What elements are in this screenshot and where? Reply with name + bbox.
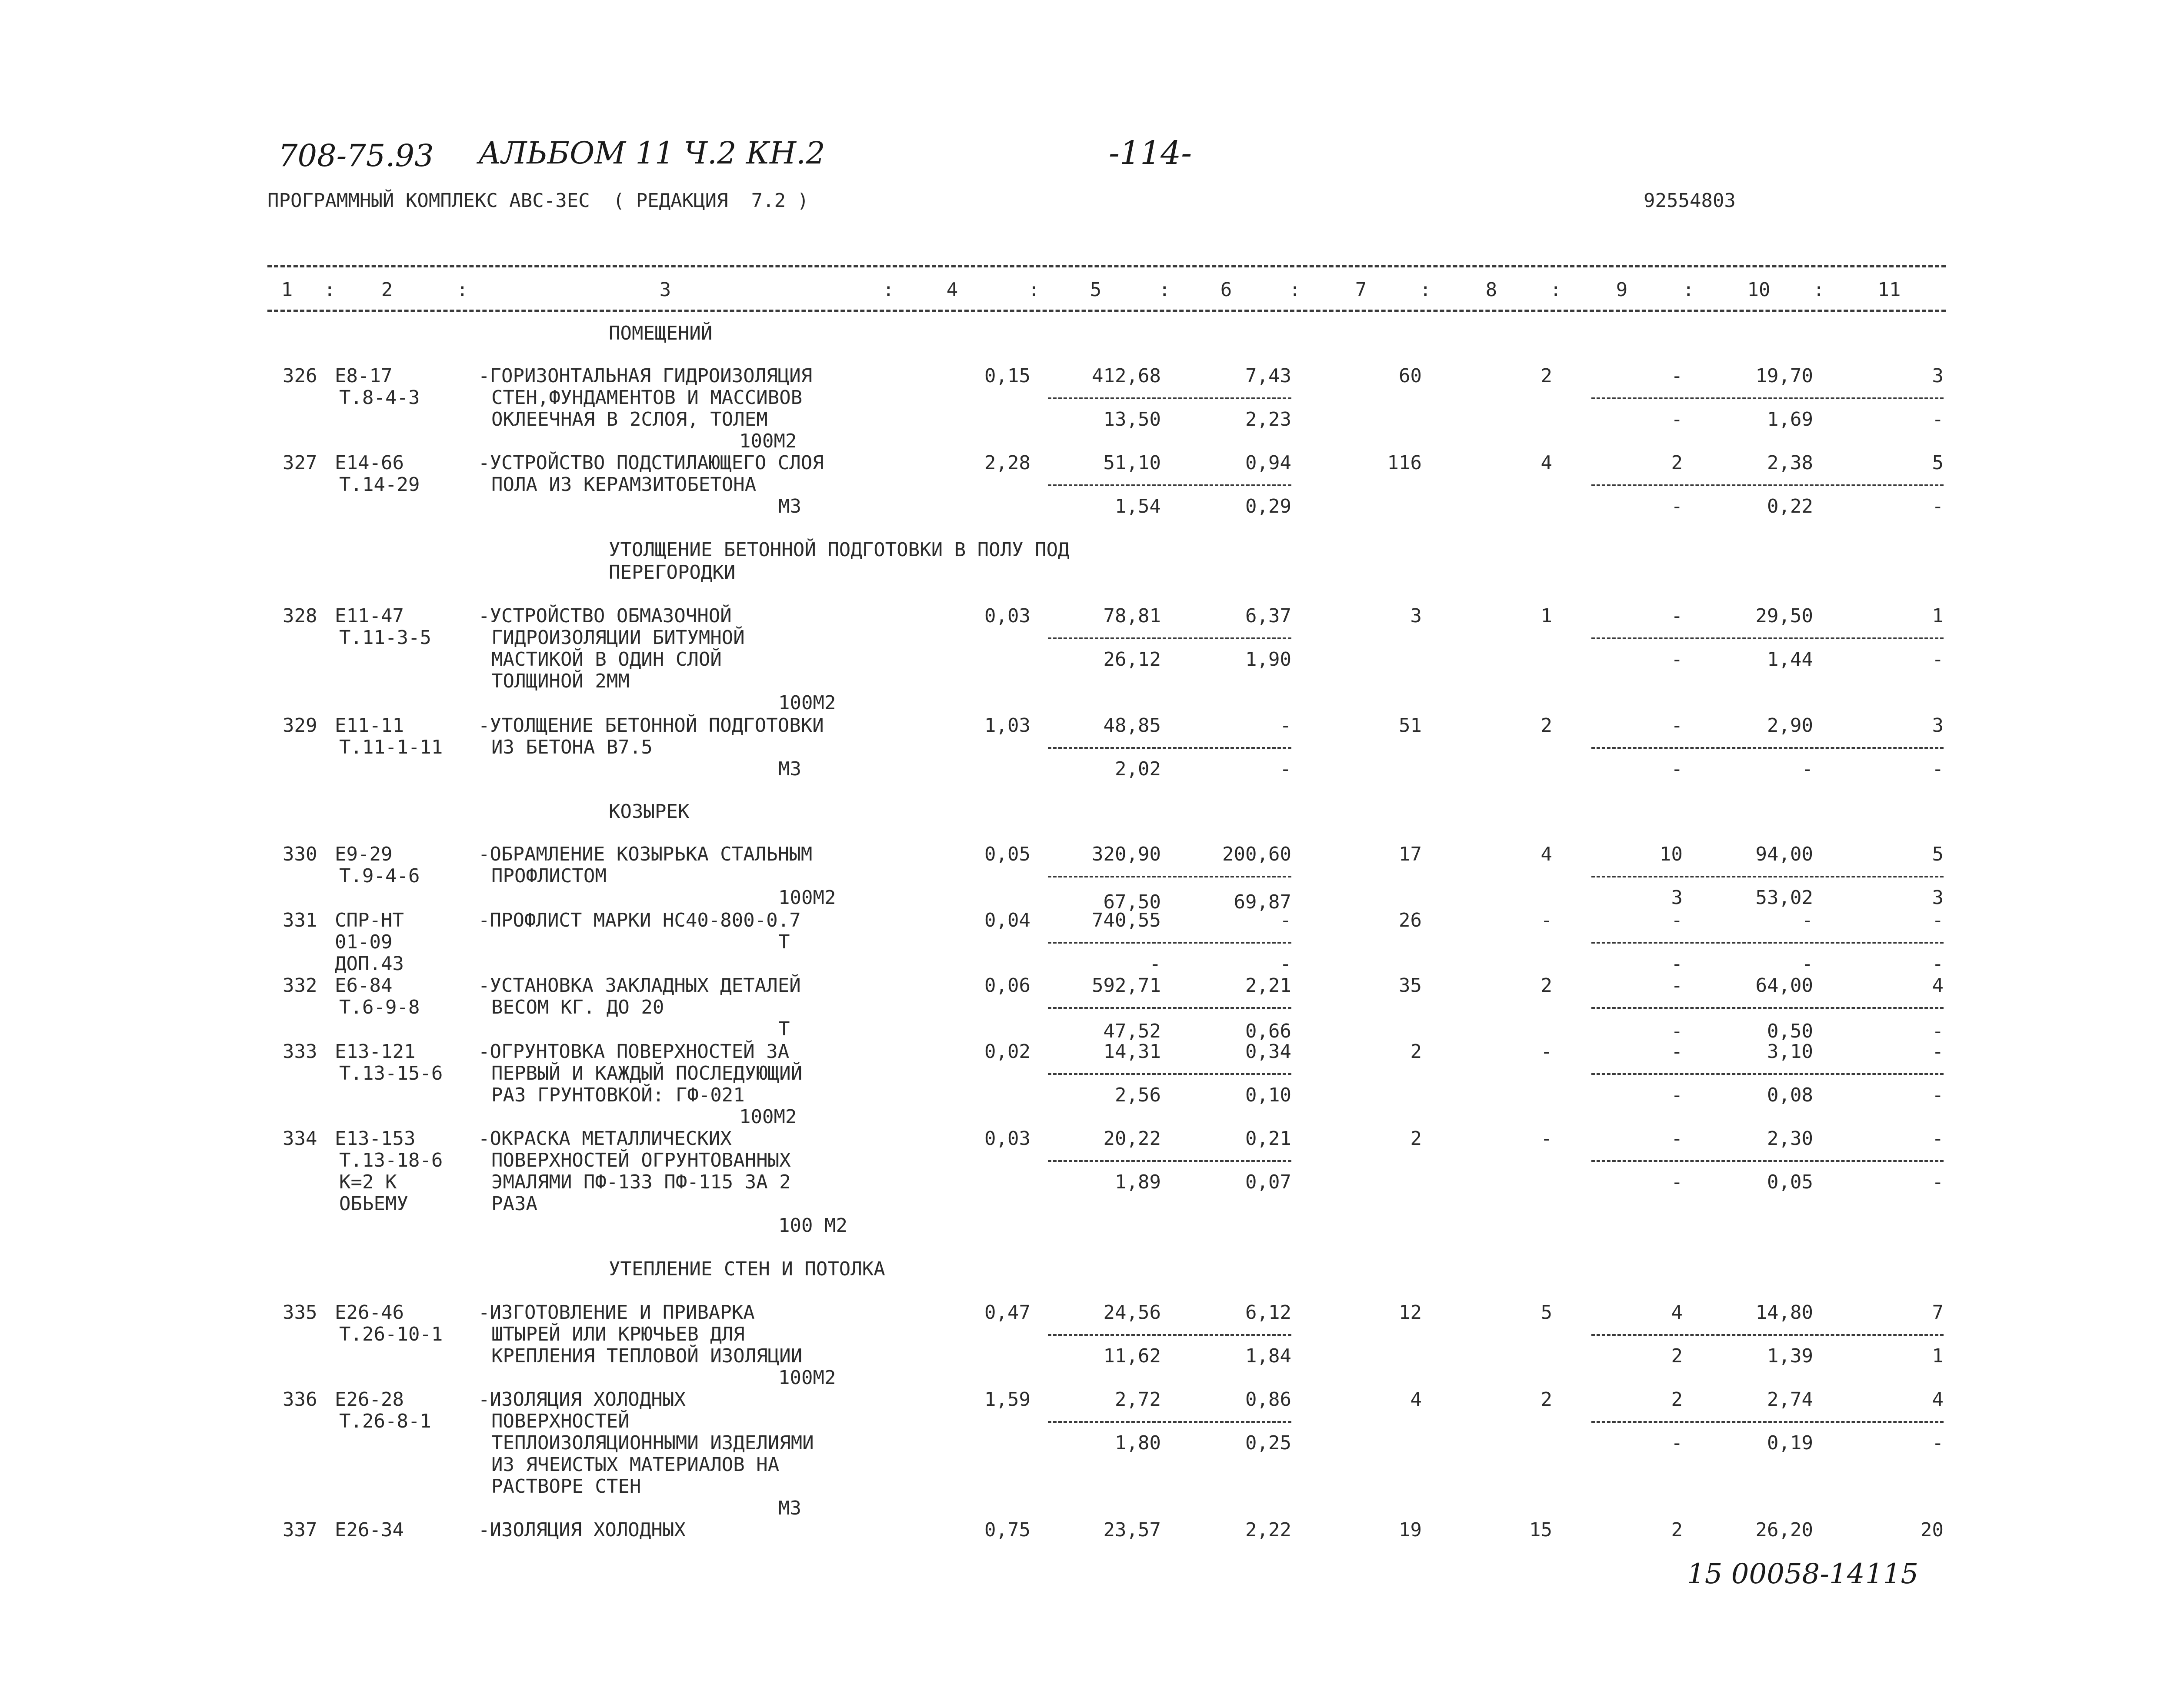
cell-col6-sub: 69,87 bbox=[1234, 891, 1291, 913]
cell-col11: 7 bbox=[1932, 1301, 1944, 1324]
handwritten-page-number: -114- bbox=[1109, 134, 1192, 172]
cell-col6-sub: 0,25 bbox=[1245, 1432, 1291, 1454]
cell-col9: - bbox=[1671, 714, 1683, 737]
cell-col10-sub: 0,19 bbox=[1767, 1432, 1813, 1454]
row-code-line: Е11-11 bbox=[335, 714, 404, 737]
cell-col11: 5 bbox=[1932, 452, 1944, 474]
row-number: 329 bbox=[283, 714, 317, 737]
col-7-header: 7 bbox=[1355, 279, 1367, 301]
cell-col11-sub: - bbox=[1932, 1020, 1944, 1042]
cell-col4: 1,59 bbox=[984, 1388, 1030, 1411]
cell-col5: 51,10 bbox=[1103, 452, 1161, 474]
cell-col11-sub: 3 bbox=[1932, 887, 1944, 909]
cell-col4: 0,05 bbox=[984, 843, 1030, 865]
cell-separator-56 bbox=[1048, 1334, 1291, 1336]
cell-col11: 1 bbox=[1932, 605, 1944, 627]
cell-col9: 2 bbox=[1671, 1519, 1683, 1541]
row-unit: 100М2 bbox=[778, 692, 836, 714]
cell-col5: 412,68 bbox=[1092, 365, 1161, 387]
cell-col5: 14,31 bbox=[1103, 1041, 1161, 1063]
row-code-line: 01-09 bbox=[335, 931, 393, 953]
col-3-header: 3 bbox=[659, 279, 671, 301]
cell-separator-56 bbox=[1048, 637, 1291, 639]
cell-col6-sub: - bbox=[1280, 758, 1291, 780]
cell-col8: - bbox=[1540, 909, 1552, 931]
cell-col5: 23,57 bbox=[1103, 1519, 1161, 1541]
row-name-line: ИЗ ЯЧЕИСТЫХ МАТЕРИАЛОВ НА bbox=[491, 1454, 780, 1476]
cell-separator-911 bbox=[1591, 747, 1944, 749]
row-code-line: ОБЬЕМУ bbox=[339, 1193, 408, 1215]
cell-col6-sub: 0,66 bbox=[1245, 1020, 1291, 1042]
cell-separator-56 bbox=[1048, 484, 1291, 486]
row-code-line: СПР-НТ bbox=[335, 909, 404, 931]
cell-col4: 0,03 bbox=[984, 605, 1030, 627]
row-name-line: -ПРОФЛИСТ МАРКИ НС40-800-0.7 bbox=[478, 909, 801, 931]
cell-col4: 0,75 bbox=[984, 1519, 1030, 1541]
cell-col9-sub: - bbox=[1671, 648, 1683, 671]
cell-separator-56 bbox=[1048, 747, 1291, 749]
cell-col11-sub: - bbox=[1932, 1432, 1944, 1454]
cell-col5-sub: 11,62 bbox=[1103, 1345, 1161, 1367]
program-line: ПРОГРАММНЫЙ КОМПЛЕКС АВС-3ЕС ( РЕДАКЦИЯ 7.2 ) bbox=[267, 190, 809, 212]
row-name-line: РАЗ ГРУНТОВКОЙ: ГФ-021 bbox=[491, 1084, 745, 1106]
row-name-line: -УТОЛЩЕНИЕ БЕТОННОЙ ПОДГОТОВКИ bbox=[478, 714, 824, 737]
cell-col9-sub: - bbox=[1671, 758, 1683, 780]
row-code-line: Е14-66 bbox=[335, 452, 404, 474]
cell-col10: 94,00 bbox=[1755, 843, 1813, 865]
row-code-line: Е26-34 bbox=[335, 1519, 404, 1541]
col-5-header: 5 bbox=[1090, 279, 1102, 301]
row-name-line: ПЕРВЫЙ И КАЖДЫЙ ПОСЛЕДУЮЩИЙ bbox=[491, 1062, 803, 1084]
col-2-header: 2 bbox=[381, 279, 393, 301]
row-name-line: -ОГРУНТОВКА ПОВЕРХНОСТЕЙ ЗА bbox=[478, 1041, 790, 1063]
row-unit: 100М2 bbox=[778, 1367, 836, 1389]
cell-col4: 0,03 bbox=[984, 1128, 1030, 1150]
section-title: УТЕПЛЕНИЕ СТЕН И ПОТОЛКА bbox=[609, 1258, 885, 1280]
row-name-line: -ИЗОЛЯЦИЯ ХОЛОДНЫХ bbox=[478, 1388, 686, 1411]
row-code-line: Е13-153 bbox=[335, 1128, 416, 1150]
cell-col9: - bbox=[1671, 605, 1683, 627]
row-number: 334 bbox=[283, 1128, 317, 1150]
cell-col9: - bbox=[1671, 365, 1683, 387]
cell-col10-sub: 1,44 bbox=[1767, 648, 1813, 671]
row-code-line: Т.11-1-11 bbox=[339, 736, 443, 758]
cell-col10-sub: - bbox=[1801, 953, 1813, 975]
row-name-line: -УСТАНОВКА ЗАКЛАДНЫХ ДЕТАЛЕЙ bbox=[478, 974, 801, 997]
cell-col8: 1 bbox=[1540, 605, 1552, 627]
handwritten-doc-code: 708-75.93 bbox=[278, 138, 434, 173]
cell-separator-56 bbox=[1048, 1421, 1291, 1423]
cell-col11: - bbox=[1932, 1128, 1944, 1150]
cell-col9: - bbox=[1671, 909, 1683, 931]
row-name-line: -ОБРАМЛЕНИЕ КОЗЫРЬКА СТАЛЬНЫМ bbox=[478, 843, 813, 865]
row-code-line: Т.6-9-8 bbox=[339, 996, 420, 1018]
cell-col9-sub: - bbox=[1671, 408, 1683, 430]
cell-col7: 3 bbox=[1410, 605, 1422, 627]
cell-col5: 740,55 bbox=[1092, 909, 1161, 931]
cell-col11: 20 bbox=[1921, 1519, 1944, 1541]
cell-col4: 0,15 bbox=[984, 365, 1030, 387]
cell-col4: 0,06 bbox=[984, 974, 1030, 997]
cell-col11: - bbox=[1932, 1041, 1944, 1063]
cell-col10: 14,80 bbox=[1755, 1301, 1813, 1324]
cell-col10: 3,10 bbox=[1767, 1041, 1813, 1063]
header-bottom-rule bbox=[267, 310, 1946, 312]
row-name-line: ВЕСОМ КГ. ДО 20 bbox=[491, 996, 664, 1018]
cell-col10: 2,74 bbox=[1767, 1388, 1813, 1411]
cell-separator-911 bbox=[1591, 1421, 1944, 1423]
section-title: ПОМЕЩЕНИЙ bbox=[609, 322, 713, 344]
cell-col8: 4 bbox=[1540, 843, 1552, 865]
cell-col5-sub: 26,12 bbox=[1103, 648, 1161, 671]
row-name-line: ТОЛЩИНОЙ 2ММ bbox=[491, 670, 630, 692]
row-code-line: Е26-46 bbox=[335, 1301, 404, 1324]
cell-col10: 19,70 bbox=[1755, 365, 1813, 387]
handwritten-album: АЛЬБОМ 11 Ч.2 КН.2 bbox=[478, 135, 825, 171]
cell-separator-911 bbox=[1591, 1073, 1944, 1075]
section-title: УТОЛЩЕНИЕ БЕТОННОЙ ПОДГОТОВКИ В ПОЛУ ПОД bbox=[609, 539, 1070, 561]
cell-separator-56 bbox=[1048, 1160, 1291, 1162]
cell-col6-sub: 2,23 bbox=[1245, 408, 1291, 430]
cell-col9-sub: - bbox=[1671, 1432, 1683, 1454]
cell-separator-911 bbox=[1591, 484, 1944, 486]
cell-col8: 2 bbox=[1540, 365, 1552, 387]
cell-col6-sub: 0,07 bbox=[1245, 1171, 1291, 1193]
cell-col6: 6,37 bbox=[1245, 605, 1291, 627]
col-4-header: 4 bbox=[946, 279, 958, 301]
cell-col4: 0,02 bbox=[984, 1041, 1030, 1063]
row-number: 328 bbox=[283, 605, 317, 627]
row-code-line: Т.11-3-5 bbox=[339, 627, 431, 649]
cell-col7: 4 bbox=[1410, 1388, 1422, 1411]
cell-col6: 0,94 bbox=[1245, 452, 1291, 474]
row-unit: М3 bbox=[778, 758, 801, 780]
row-code-line: Т.14-29 bbox=[339, 474, 420, 496]
cell-col6: 6,12 bbox=[1245, 1301, 1291, 1324]
cell-separator-911 bbox=[1591, 942, 1944, 944]
cell-col9-sub: - bbox=[1671, 1020, 1683, 1042]
section-title: КОЗЫРЕК bbox=[609, 801, 690, 823]
col-10-header: 10 bbox=[1747, 279, 1771, 301]
cell-col11: 4 bbox=[1932, 1388, 1944, 1411]
row-name-line: -УСТРОЙСТВО ПОДСТИЛАЮЩЕГО СЛОЯ bbox=[478, 452, 824, 474]
cell-col10-sub: 0,50 bbox=[1767, 1020, 1813, 1042]
cell-col4: 0,04 bbox=[984, 909, 1030, 931]
cell-col10-sub: 1,39 bbox=[1767, 1345, 1813, 1367]
cell-col10: 2,30 bbox=[1767, 1128, 1813, 1150]
cell-col11-sub: 1 bbox=[1932, 1345, 1944, 1367]
col-divider: : bbox=[324, 279, 336, 301]
handwritten-footer-page: 115 bbox=[1865, 1558, 1919, 1590]
cell-col7: 2 bbox=[1410, 1128, 1422, 1150]
cell-col6-sub: - bbox=[1280, 953, 1291, 975]
cell-col11-sub: - bbox=[1932, 953, 1944, 975]
row-code-line: Е9-29 bbox=[335, 843, 393, 865]
cell-col10: 26,20 bbox=[1755, 1519, 1813, 1541]
cell-col11: 4 bbox=[1932, 974, 1944, 997]
row-unit: Т bbox=[778, 931, 790, 953]
cell-col11-sub: - bbox=[1932, 495, 1944, 517]
row-number: 326 bbox=[283, 365, 317, 387]
cell-separator-56 bbox=[1048, 942, 1291, 944]
section-title-cont: ПЕРЕГОРОДКИ bbox=[609, 561, 736, 584]
cell-col6: 0,21 bbox=[1245, 1128, 1291, 1150]
row-unit: М3 bbox=[778, 495, 801, 517]
row-name-line: ПОВЕРХНОСТЕЙ ОГРУНТОВАННЫХ bbox=[491, 1149, 791, 1171]
cell-col6-sub: 1,90 bbox=[1245, 648, 1291, 671]
cell-col10-sub: - bbox=[1801, 758, 1813, 780]
row-name-line: ПРОФЛИСТОМ bbox=[491, 865, 607, 887]
cell-col10-sub: 0,05 bbox=[1767, 1171, 1813, 1193]
col-11-header: 11 bbox=[1877, 279, 1901, 301]
row-unit: М3 bbox=[778, 1497, 801, 1519]
row-name-line: ГИДРОИЗОЛЯЦИИ БИТУМНОЙ bbox=[491, 627, 745, 649]
cell-col5: 48,85 bbox=[1103, 714, 1161, 737]
col-divider: : bbox=[457, 279, 468, 301]
cell-col11-sub: - bbox=[1932, 648, 1944, 671]
cell-col10: - bbox=[1801, 909, 1813, 931]
row-name-line: ПОЛА ИЗ КЕРАМЗИТОБЕТОНА bbox=[491, 474, 757, 496]
row-name-line: ТЕПЛОИЗОЛЯЦИОННЫМИ ИЗДЕЛИЯМИ bbox=[491, 1432, 814, 1454]
cell-col6: 2,22 bbox=[1245, 1519, 1291, 1541]
cell-separator-56 bbox=[1048, 397, 1291, 399]
cell-separator-911 bbox=[1591, 397, 1944, 399]
cell-col5-sub: 1,80 bbox=[1115, 1432, 1161, 1454]
row-name-line: РАЗА bbox=[491, 1193, 537, 1215]
col-divider: : bbox=[1550, 279, 1562, 301]
cell-col7: 19 bbox=[1399, 1519, 1422, 1541]
cell-col7: 12 bbox=[1399, 1301, 1422, 1324]
cell-col5-sub: 67,50 bbox=[1103, 891, 1161, 913]
row-name-line: -ГОРИЗОНТАЛЬНАЯ ГИДРОИЗОЛЯЦИЯ bbox=[478, 365, 813, 387]
cell-col5: 78,81 bbox=[1103, 605, 1161, 627]
cell-col4: 0,47 bbox=[984, 1301, 1030, 1324]
cell-col6: 0,86 bbox=[1245, 1388, 1291, 1411]
cell-col5-sub: - bbox=[1149, 953, 1161, 975]
row-number: 330 bbox=[283, 843, 317, 865]
cell-col4: 2,28 bbox=[984, 452, 1030, 474]
cell-separator-56 bbox=[1048, 876, 1291, 877]
cell-col10-sub: 1,69 bbox=[1767, 408, 1813, 430]
cell-col9-sub: - bbox=[1671, 953, 1683, 975]
row-code-line: Е13-121 bbox=[335, 1041, 416, 1063]
cell-col9: 2 bbox=[1671, 452, 1683, 474]
cell-col11-sub: - bbox=[1932, 1084, 1944, 1106]
row-name-line: ОКЛЕЕЧНАЯ В 2СЛОЯ, ТОЛЕМ bbox=[491, 408, 768, 430]
cell-col8: - bbox=[1540, 1128, 1552, 1150]
cell-col6: 0,34 bbox=[1245, 1041, 1291, 1063]
row-number: 337 bbox=[283, 1519, 317, 1541]
cell-col11: 3 bbox=[1932, 365, 1944, 387]
header-top-rule bbox=[267, 265, 1946, 267]
cell-col9-sub: 3 bbox=[1671, 887, 1683, 909]
col-divider: : bbox=[1420, 279, 1431, 301]
cell-separator-911 bbox=[1591, 1160, 1944, 1162]
col-divider: : bbox=[883, 279, 894, 301]
handwritten-footer-code: 15 00058-14 bbox=[1687, 1558, 1865, 1590]
cell-col5-sub: 47,52 bbox=[1103, 1020, 1161, 1042]
col-6-header: 6 bbox=[1220, 279, 1232, 301]
col-1-header: 1 bbox=[281, 279, 293, 301]
row-name-line: МАСТИКОЙ В ОДИН СЛОЙ bbox=[491, 648, 722, 671]
col-divider: : bbox=[1159, 279, 1170, 301]
cell-col11-sub: - bbox=[1932, 1171, 1944, 1193]
cell-col8: 2 bbox=[1540, 714, 1552, 737]
col-divider: : bbox=[1813, 279, 1825, 301]
row-number: 331 bbox=[283, 909, 317, 931]
cell-col5: 2,72 bbox=[1115, 1388, 1161, 1411]
cell-col11-sub: - bbox=[1932, 408, 1944, 430]
cell-col6-sub: 1,84 bbox=[1245, 1345, 1291, 1367]
col-8-header: 8 bbox=[1485, 279, 1497, 301]
cell-col10: 2,38 bbox=[1767, 452, 1813, 474]
cell-col8: 15 bbox=[1529, 1519, 1552, 1541]
row-code-line: Е6-84 bbox=[335, 974, 393, 997]
cell-separator-911 bbox=[1591, 637, 1944, 639]
col-divider: : bbox=[1289, 279, 1301, 301]
cell-col6: 2,21 bbox=[1245, 974, 1291, 997]
col-divider: : bbox=[1683, 279, 1694, 301]
row-code-line: ДОП.43 bbox=[335, 953, 404, 975]
row-name-line: -ОКРАСКА МЕТАЛЛИЧЕСКИХ bbox=[478, 1128, 732, 1150]
cell-col9-sub: - bbox=[1671, 1084, 1683, 1106]
row-code-line: К=2 К bbox=[339, 1171, 397, 1193]
cell-col9: 2 bbox=[1671, 1388, 1683, 1411]
row-unit: 100М2 bbox=[778, 887, 836, 909]
cell-col9: - bbox=[1671, 1041, 1683, 1063]
cell-col10-sub: 0,08 bbox=[1767, 1084, 1813, 1106]
cell-col5: 20,22 bbox=[1103, 1128, 1161, 1150]
row-unit: Т bbox=[778, 1018, 790, 1040]
row-name-line: СТЕН,ФУНДАМЕНТОВ И МАССИВОВ bbox=[491, 387, 803, 409]
cell-col10-sub: 53,02 bbox=[1755, 887, 1813, 909]
cell-col8: 4 bbox=[1540, 452, 1552, 474]
cell-col5-sub: 2,56 bbox=[1115, 1084, 1161, 1106]
cell-col9: - bbox=[1671, 974, 1683, 997]
row-code-line: Е8-17 bbox=[335, 365, 393, 387]
cell-separator-911 bbox=[1591, 1007, 1944, 1009]
cell-col5-sub: 2,02 bbox=[1115, 758, 1161, 780]
row-code-line: Е11-47 bbox=[335, 605, 404, 627]
row-name-line: -УСТРОЙСТВО ОБМАЗОЧНОЙ bbox=[478, 605, 732, 627]
cell-col6: 7,43 bbox=[1245, 365, 1291, 387]
row-number: 332 bbox=[283, 974, 317, 997]
row-code-line: Т.9-4-6 bbox=[339, 865, 420, 887]
cell-col7: 17 bbox=[1399, 843, 1422, 865]
row-code-line: Е26-28 bbox=[335, 1388, 404, 1411]
cell-col9: 10 bbox=[1660, 843, 1683, 865]
row-unit: 100М2 bbox=[739, 430, 797, 452]
row-name-line: КРЕПЛЕНИЯ ТЕПЛОВОЙ ИЗОЛЯЦИИ bbox=[491, 1345, 803, 1367]
cell-col8: 2 bbox=[1540, 974, 1552, 997]
row-code-line: Т.8-4-3 bbox=[339, 387, 420, 409]
cell-col10: 64,00 bbox=[1755, 974, 1813, 997]
cell-col8: - bbox=[1540, 1041, 1552, 1063]
row-unit: 100 М2 bbox=[778, 1214, 847, 1237]
row-name-line: -ИЗГОТОВЛЕНИЕ И ПРИВАРКА bbox=[478, 1301, 755, 1324]
cell-col8: 5 bbox=[1540, 1301, 1552, 1324]
cell-separator-56 bbox=[1048, 1073, 1291, 1075]
row-name-line: ИЗ БЕТОНА В7.5 bbox=[491, 736, 653, 758]
row-unit: 100М2 bbox=[739, 1106, 797, 1128]
cell-col11: 5 bbox=[1932, 843, 1944, 865]
cell-col5-sub: 1,54 bbox=[1115, 495, 1161, 517]
row-name-line: ЭМАЛЯМИ ПФ-133 ПФ-115 ЗА 2 bbox=[491, 1171, 791, 1193]
cell-col6: - bbox=[1280, 714, 1291, 737]
cell-col11-sub: - bbox=[1932, 758, 1944, 780]
cell-col6: 200,60 bbox=[1222, 843, 1291, 865]
cell-col9-sub: 2 bbox=[1671, 1345, 1683, 1367]
row-name-line: -ИЗОЛЯЦИЯ ХОЛОДНЫХ bbox=[478, 1519, 686, 1541]
row-name-line: РАСТВОРЕ СТЕН bbox=[491, 1475, 641, 1498]
cell-col6: - bbox=[1280, 909, 1291, 931]
cell-col7: 2 bbox=[1410, 1041, 1422, 1063]
cell-col10: 29,50 bbox=[1755, 605, 1813, 627]
row-code-line: Т.13-15-6 bbox=[339, 1062, 443, 1084]
cell-col6-sub: 0,10 bbox=[1245, 1084, 1291, 1106]
cell-col7: 51 bbox=[1399, 714, 1422, 737]
row-code-line: Т.26-10-1 bbox=[339, 1323, 443, 1345]
cell-separator-56 bbox=[1048, 1007, 1291, 1009]
row-number: 333 bbox=[283, 1041, 317, 1063]
row-name-line: ШТЫРЕЙ ИЛИ КРЮЧЬЕВ ДЛЯ bbox=[491, 1323, 745, 1345]
cell-col11: - bbox=[1932, 909, 1944, 931]
cell-col9-sub: - bbox=[1671, 1171, 1683, 1193]
col-9-header: 9 bbox=[1616, 279, 1628, 301]
cell-col5: 24,56 bbox=[1103, 1301, 1161, 1324]
cell-col9: - bbox=[1671, 1128, 1683, 1150]
row-name-line: ПОВЕРХНОСТЕЙ bbox=[491, 1410, 630, 1432]
cell-col5: 592,71 bbox=[1092, 974, 1161, 997]
col-divider: : bbox=[1028, 279, 1040, 301]
cell-separator-911 bbox=[1591, 876, 1944, 877]
doc-number: 92554803 bbox=[1644, 190, 1736, 212]
row-code-line: Т.13-18-6 bbox=[339, 1149, 443, 1171]
cell-col7: 116 bbox=[1387, 452, 1422, 474]
cell-col9-sub: - bbox=[1671, 495, 1683, 517]
row-number: 335 bbox=[283, 1301, 317, 1324]
cell-col7: 35 bbox=[1399, 974, 1422, 997]
cell-col6-sub: 0,29 bbox=[1245, 495, 1291, 517]
cell-col8: 2 bbox=[1540, 1388, 1552, 1411]
cell-col5-sub: 1,89 bbox=[1115, 1171, 1161, 1193]
cell-col11: 3 bbox=[1932, 714, 1944, 737]
cell-col10: 2,90 bbox=[1767, 714, 1813, 737]
row-number: 327 bbox=[283, 452, 317, 474]
cell-col9: 4 bbox=[1671, 1301, 1683, 1324]
cell-col7: 26 bbox=[1399, 909, 1422, 931]
cell-col7: 60 bbox=[1399, 365, 1422, 387]
cell-col4: 1,03 bbox=[984, 714, 1030, 737]
cell-col10-sub: 0,22 bbox=[1767, 495, 1813, 517]
cell-col5-sub: 13,50 bbox=[1103, 408, 1161, 430]
row-number: 336 bbox=[283, 1388, 317, 1411]
cell-col5: 320,90 bbox=[1092, 843, 1161, 865]
cell-separator-911 bbox=[1591, 1334, 1944, 1336]
row-code-line: Т.26-8-1 bbox=[339, 1410, 431, 1432]
